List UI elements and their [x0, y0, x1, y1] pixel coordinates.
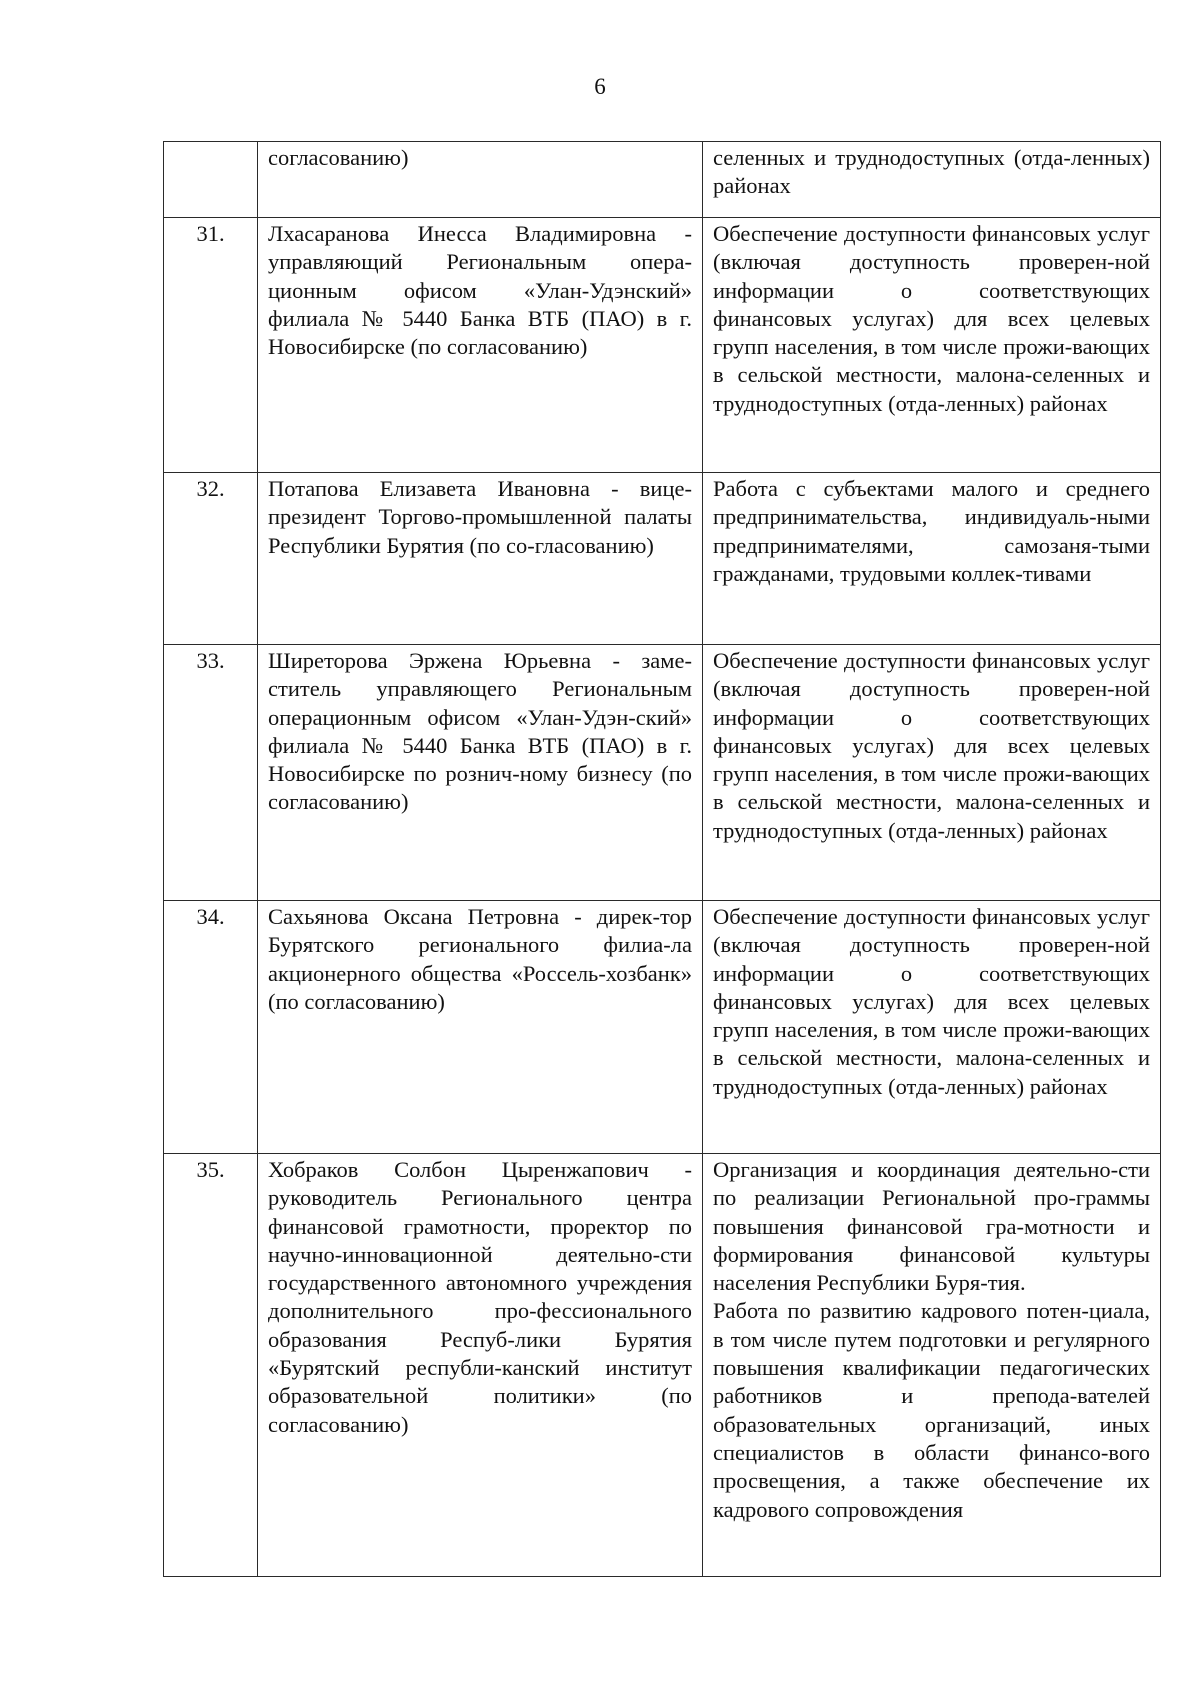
- duty-paragraph: Работа по развитию кадрового потен-циала, в том числе путем подготовки и регулярного повышения квалификации педагогических работников и препода-вателей образовательных организаций, иных специалистов в области финансо-вого просвещения, а также обеспечение их кадрового сопровождения: [713, 1298, 1150, 1522]
- duties-cell: [703, 1154, 1161, 1577]
- duties-cell: [703, 645, 1161, 901]
- person-text: Сахьянова Оксана Петровна - дирек-тор Бурятского регионального филиа-ла акционерного общества «Россель-хозбанк» (по согласованию): [268, 904, 692, 1014]
- table-row: [164, 473, 1161, 645]
- duty-paragraph: Обеспечение доступности финансовых услуг (включая доступность проверен-ной информации о соответствующих финансовых услугах) для всех целевых групп населения, в том числе прожи-вающих в сельской местности, малона-селенных и труднодоступных (отда-ленных) районах: [713, 221, 1150, 416]
- members-table-body: [164, 142, 1161, 1577]
- person-text: Лхасаранова Инесса Владимировна - управляющий Региональным опера-ционным офисом «Улан-Удэнский» филиала № 5440 Банка ВТБ (ПАО) в г. Новосибирске (по согласованию): [268, 221, 692, 360]
- table-row: [164, 142, 1161, 218]
- table-row: [164, 645, 1161, 901]
- row-number: 35.: [164, 1154, 258, 1577]
- duty-paragraph: Работа с субъектами малого и среднего предпринимательства, индивидуаль-ными предпринимателями, самозаня-тыми гражданами, трудовыми коллек-тивами: [713, 476, 1150, 586]
- duties-cell: [703, 142, 1161, 218]
- page-number: 6: [594, 74, 606, 99]
- person-text: Ширеторова Эржена Юрьевна - заме-ститель управляющего Региональным операционным офисом «Улан-Удэн-ский» филиала № 5440 Банка ВТБ (ПАО) в г. Новосибирске по рознич-ному бизнесу (по согласованию): [268, 648, 692, 815]
- duty-paragraph: селенных и труднодоступных (отда-ленных) районах: [713, 145, 1150, 199]
- person-cell: [258, 142, 703, 218]
- person-cell: [258, 473, 703, 645]
- person-cell: [258, 901, 703, 1154]
- row-number: [164, 142, 258, 218]
- duty-paragraph: Обеспечение доступности финансовых услуг (включая доступность проверен-ной информации о соответствующих финансовых услугах) для всех целевых групп населения, в том числе прожи-вающих в сельской местности, малона-селенных и труднодоступных (отда-ленных) районах: [713, 648, 1150, 843]
- person-text: Хобраков Солбон Цыренжапович - руководитель Регионального центра финансовой грамотности, проректор по научно-инновационной деятельно-сти государственного автономного учреждения дополнительного про-фессионального образования Респуб-лики Бурятия «Бурятский республи-канский институт образовательной политики» (по согласованию): [268, 1157, 692, 1437]
- person-cell: [258, 218, 703, 473]
- duties-cell: [703, 218, 1161, 473]
- person-cell: [258, 1154, 703, 1577]
- row-number: 34.: [164, 901, 258, 1154]
- table-row: [164, 1154, 1161, 1577]
- row-number: 32.: [164, 473, 258, 645]
- duty-paragraph: Обеспечение доступности финансовых услуг (включая доступность проверен-ной информации о соответствующих финансовых услугах) для всех целевых групп населения, в том числе прожи-вающих в сельской местности, малона-селенных и труднодоступных (отда-ленных) районах: [713, 904, 1150, 1099]
- members-table: [163, 141, 1161, 1577]
- person-text: Потапова Елизавета Ивановна - вице-президент Торгово-промышленной палаты Республики Бурятия (по со-гласованию): [268, 476, 692, 558]
- table-row: [164, 901, 1161, 1154]
- row-number: 33.: [164, 645, 258, 901]
- table-row: [164, 218, 1161, 473]
- duties-cell: [703, 473, 1161, 645]
- person-text: согласованию): [268, 145, 409, 170]
- person-cell: [258, 645, 703, 901]
- duty-paragraph: Организация и координация деятельно-сти по реализации Региональной про-граммы повышения финансовой гра-мотности и формирования финансовой культуры населения Республики Буря-тия.: [713, 1157, 1150, 1296]
- row-number: 31.: [164, 218, 258, 473]
- duties-cell: [703, 901, 1161, 1154]
